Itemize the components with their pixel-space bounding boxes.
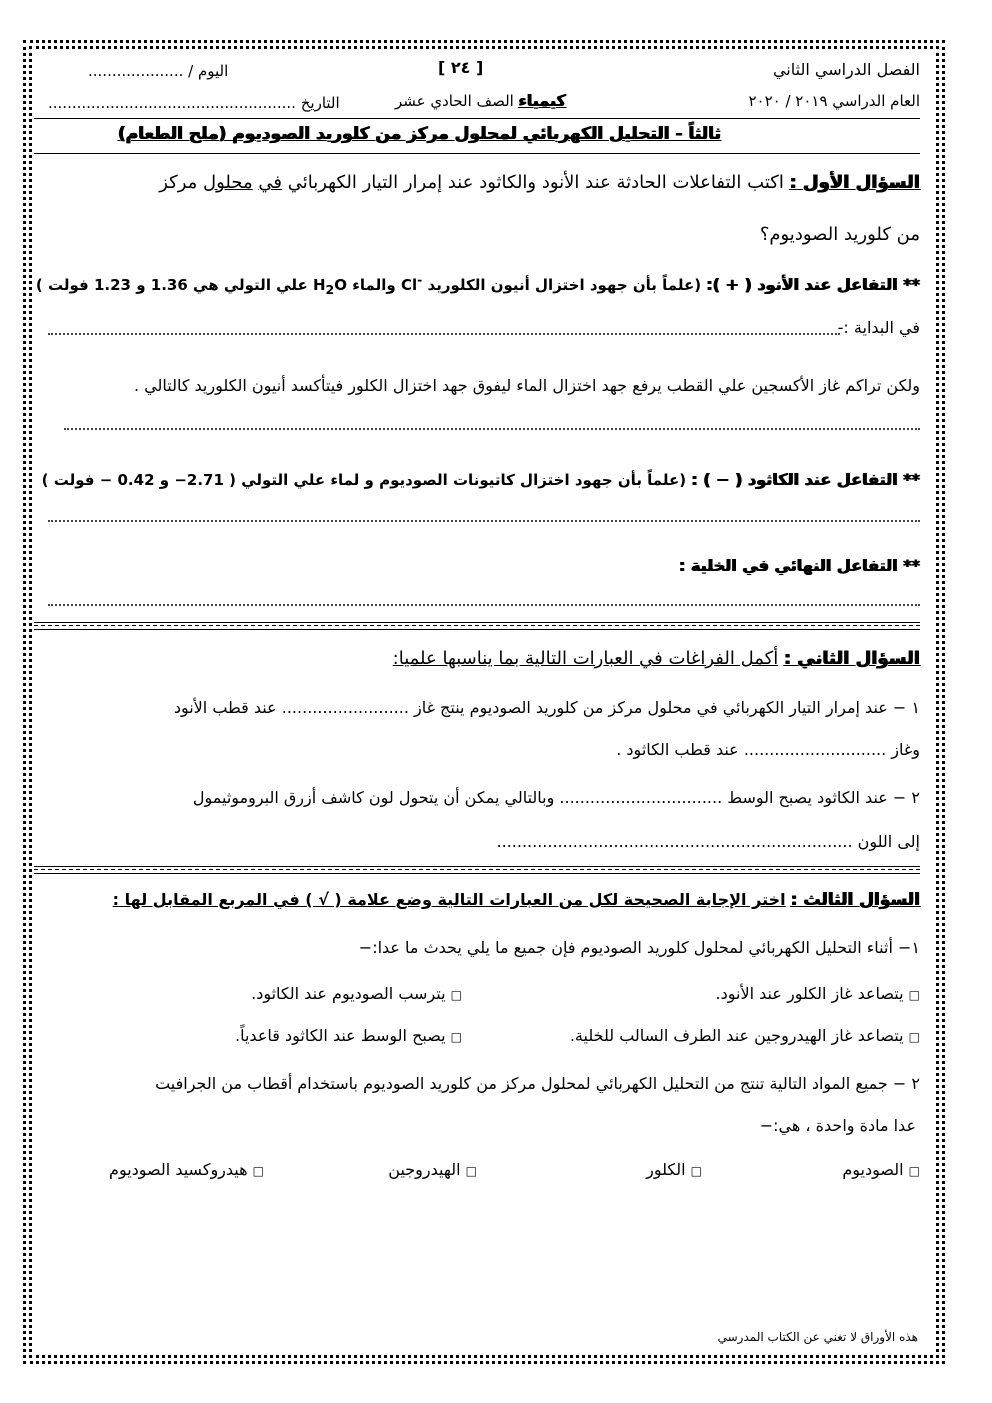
q2-item1-line2: وغاز ............................ عند قطب الكاثود . — [616, 740, 920, 759]
cathode-and: و — [159, 471, 170, 489]
title-prefix: ثالثاً - التحليل الكهربائي لمحلول مركز من كلوريد الصوديوم — [232, 124, 721, 144]
start-answer-line[interactable] — [48, 333, 840, 335]
checkbox-icon[interactable]: □ — [450, 1030, 462, 1044]
q1-text-part1: اكتب التفاعلات الحادثة عند الأنود والكاثود عند إمرار التيار الكهربائي — [287, 172, 784, 193]
date-field — [48, 94, 340, 112]
q3-item2-line1: ٢ − جميع المواد التالية تنتج من التحليل الكهربائي لمحلول مركز من كلوريد الصوديوم باستخدام أقطاب من الجرافيت — [155, 1074, 920, 1093]
q3-item1-option-d[interactable]: □ يصبح الوسط عند الكاثود قاعدياً. — [235, 1026, 462, 1045]
cathode-answer-line[interactable] — [48, 520, 920, 522]
subject: كيمياء — [518, 91, 566, 110]
day-field — [88, 62, 228, 80]
header-divider — [34, 118, 920, 119]
checkbox-icon[interactable]: □ — [252, 1164, 264, 1178]
anode-v2: 1.23 — [93, 276, 131, 294]
q2-item2-line2: إلى اللون ...................................................................... — [496, 832, 920, 851]
checkbox-icon[interactable]: □ — [908, 1164, 920, 1178]
section-separator-2 — [34, 866, 920, 874]
but-text: ولكن تراكم غاز الأكسجين علي القطب يرفع جهد اختزال الماء ليفوق جهد اختزال الكلور فيتأكسد أنيون الكلوريد كالتالي . — [133, 376, 920, 395]
q2-item2-line1: ٢ − عند الكاثود يصبح الوسط ................................ وبالتالي يمكن أن يتحول لون كاشف أزرق البروموثيمول — [192, 788, 920, 807]
q1-text-part2: في — [258, 172, 282, 193]
q1-line2: من كلوريد الصوديوم؟ — [759, 224, 920, 245]
q3-heading — [113, 890, 920, 910]
semester-label: الفصل الدراسي الثاني — [772, 60, 920, 79]
anode-water-text: والماء — [352, 276, 396, 294]
overall-answer-line[interactable] — [48, 604, 920, 606]
q3-item2-option-c[interactable]: □ الهيدروجين — [388, 1160, 477, 1179]
q3-item2-option-a[interactable]: □ الصوديوم — [842, 1160, 920, 1179]
chloride-ion: Cl- — [400, 272, 423, 294]
anode-heading: ** التفاعل عند الأنود ( + ): — [706, 275, 920, 294]
cathode-v1: 2.71− — [174, 471, 224, 489]
cathode-heading: ** التفاعل عند الكاثود ( − ) : — [691, 470, 920, 489]
q1-text-part3: محلول — [203, 172, 253, 193]
footer-note: هذه الأوراق لا تغني عن الكتاب المدرسي — [717, 1330, 918, 1344]
checkbox-icon[interactable]: □ — [908, 1030, 920, 1044]
title-suffix: (ملح الطعام) — [118, 124, 227, 144]
start-line — [838, 318, 920, 337]
title-divider — [34, 153, 920, 154]
start-label: في البداية :- — [837, 318, 920, 337]
anode-note2: علي التولي هي — [193, 276, 308, 294]
q3-item2-option-b[interactable]: □ الكلور — [646, 1160, 702, 1179]
anode-note: (علماً بأن جهود اختزال أنيون الكلوريد — [427, 276, 702, 294]
day-value: .................... — [88, 62, 184, 80]
q3-label: السؤال الثالث : — [790, 890, 920, 910]
q3-item2-line2: عدا مادة واحدة ، هي:− — [759, 1116, 916, 1135]
q3-item1-option-c[interactable]: □ يتصاعد غاز الهيدروجين عند الطرف السالب للخلية. — [569, 1026, 920, 1045]
q2-instruction: أكمل الفراغات في العبارات التالية بما يناسبها علميا: — [392, 648, 779, 669]
cathode-v2: 0.42 − — [99, 471, 155, 489]
cathode-line — [42, 470, 920, 489]
oxidation-answer-line[interactable] — [64, 428, 920, 430]
page-title — [118, 124, 721, 144]
checkbox-icon[interactable]: □ — [450, 988, 462, 1002]
academic-year: العام الدراسي ٢٠١٩ / ٢٠٢٠ — [748, 92, 920, 110]
anode-and: و — [136, 276, 146, 294]
q3-item1: ١− أثناء التحليل الكهربائي لمحلول كلوريد الصوديوم فإن جميع ما يلي يحدث ما عدا:− — [358, 938, 920, 957]
section-separator-1 — [34, 622, 920, 630]
cathode-unit: فولت ) — [41, 471, 95, 489]
page-number: [ ٢٤ ] — [438, 58, 484, 77]
q2-heading — [393, 648, 920, 669]
anode-unit: فولت ) — [35, 276, 89, 294]
q3-instruction: اختر الإجابة الصحيحة لكل من العبارات التالية وضع علامة ( √ ) في المربع المقابل لها : — [112, 890, 786, 909]
q1-line1 — [159, 172, 920, 193]
overall-heading: ** التفاعل النهائي في الخلية : — [679, 556, 920, 575]
q2-item1-line1: ١ − عند إمرار التيار الكهربائي في محلول مركز من كلوريد الصوديوم ينتج غاز ......................... عند قطب الأنود — [173, 698, 920, 717]
day-label: اليوم / — [188, 62, 229, 80]
checkbox-icon[interactable]: □ — [465, 1164, 477, 1178]
q3-item2-option-d[interactable]: □ هيدروكسيد الصوديوم — [109, 1160, 264, 1179]
water-formula: $H_2O$ — [312, 276, 347, 297]
q3-item1-option-b[interactable]: □ يترسب الصوديوم عند الكاثود. — [251, 984, 462, 1003]
subject-grade — [395, 91, 566, 110]
anode-v1: 1.36 — [150, 276, 188, 294]
cathode-note: (علماً بأن جهود اختزال كاتيونات الصوديوم و لماء علي التولي ( — [229, 471, 687, 489]
q2-label: السؤال الثاني : — [783, 648, 920, 669]
q1-label: السؤال الأول : — [789, 172, 920, 193]
checkbox-icon[interactable]: □ — [690, 1164, 702, 1178]
q3-item1-option-a[interactable]: □ يتصاعد غاز الكلور عند الأنود. — [715, 984, 920, 1003]
date-label: التاريخ — [300, 94, 340, 112]
q1-text-part4: مركز — [159, 172, 198, 193]
anode-line — [36, 272, 920, 297]
checkbox-icon[interactable]: □ — [908, 988, 920, 1002]
date-value: .................................................... — [48, 94, 296, 112]
grade: الصف الحادي عشر — [395, 92, 514, 110]
